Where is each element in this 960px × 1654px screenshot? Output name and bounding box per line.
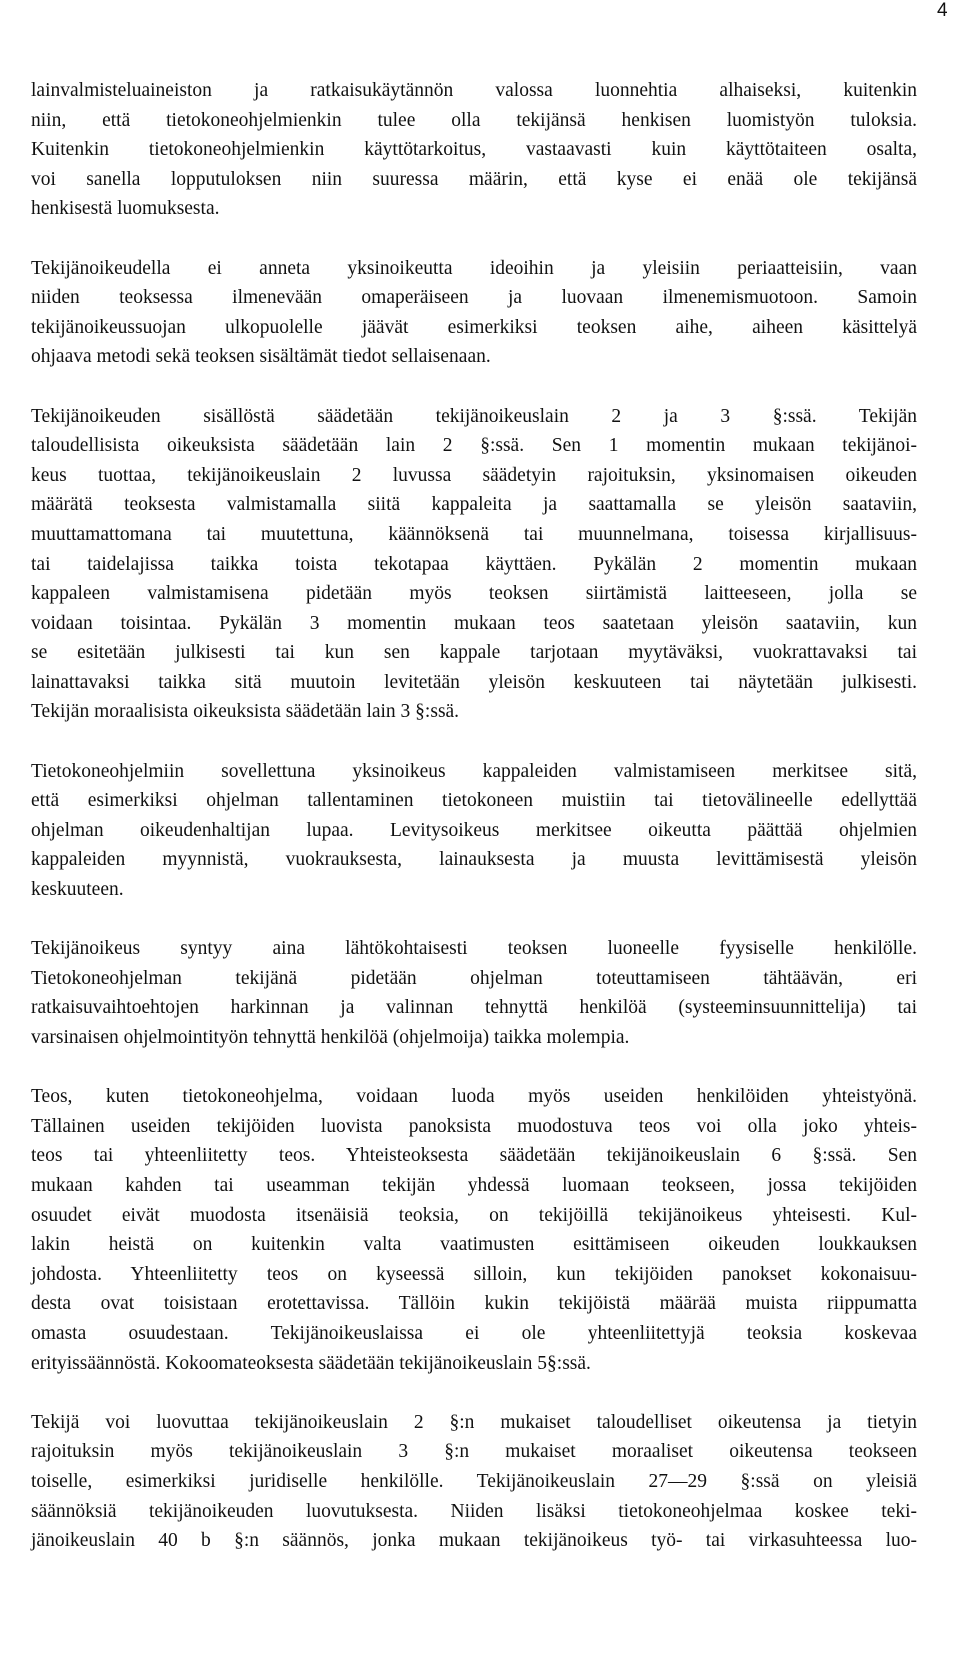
text-line: desta ovat toisistaan erotettavissa. Tällöin kukin tekijöistä määrää muista riippumatta — [31, 1293, 917, 1315]
paragraph — [31, 254, 917, 372]
text-line: niiden teoksessa ilmenevään omaperäiseen ja luovaan ilmenemismuotoon. Samoin — [31, 287, 917, 309]
text-line: Tekijän moraalisista oikeuksista säädetään lain 3 §:ssä. — [31, 701, 460, 723]
text-line: lainattavaksi taikka sitä muutoin levitetään yleisön keskuuteen tai näytetään julkisesti. — [31, 671, 917, 693]
text-line: osuudet eivät muodosta itsenäisiä teoksia, on tekijöillä tekijänoikeus yhteisesti. Kul- — [31, 1204, 917, 1226]
text-line: rajoituksin myös tekijänoikeuslain 3 §:n mukaiset moraaliset oikeutensa teokseen — [31, 1441, 917, 1463]
text-line: ohjaava metodi sekä teoksen sisältämät tiedot sellaisenaan. — [31, 346, 491, 368]
text-line: se esitetään julkisesti tai kun sen kappale tarjotaan myytäväksi, vuokrattavaksi tai — [31, 642, 917, 664]
paragraph — [31, 934, 917, 1052]
text-line: toiselle, esimerkiksi juridiselle henkilölle. Tekijänoikeuslain 27—29 §:ssä on yleisiä — [31, 1470, 917, 1492]
text-line: tai taidelajissa taikka toista tekotapaa käyttäen. Pykälän 2 momentin mukaan — [31, 553, 917, 575]
page-number: 4 — [937, 0, 948, 21]
paragraph — [31, 1082, 917, 1378]
text-line: voi sanella lopputuloksen niin suuressa määrin, että kyse ei enää ole tekijänsä — [31, 168, 917, 190]
text-line: voidaan toisintaa. Pykälän 3 momentin mukaan teos saatetaan yleisön saataviin, kun — [31, 612, 917, 634]
text-line: lakin heistä on kuitenkin valta vaatimusten esittämiseen oikeuden loukkauksen — [31, 1234, 917, 1256]
text-line: erityissäännöstä. Kokoomateoksesta säädetään tekijänoikeuslain 5§:ssä. — [31, 1352, 591, 1374]
text-line: henkisestä luomuksesta. — [31, 198, 220, 220]
text-line: omasta osuudestaan. Tekijänoikeuslaissa ei ole yhteenliitettyjä teoksia koskevaa — [31, 1322, 917, 1344]
text-line: ratkaisuvaihtoehtojen harkinnan ja valinnan tehnyttä henkilöä (systeeminsuunnittelija) tai — [31, 997, 917, 1019]
text-line: jänoikeuslain 40 b §:n säännös, jonka mukaan tekijänoikeus työ- tai virkasuhteessa luo- — [31, 1530, 917, 1552]
text-line: ohjelman oikeudenhaltijan lupaa. Levitysoikeus merkitsee oikeutta päättää ohjelmien — [31, 819, 917, 841]
text-line: Tekijänoikeus syntyy aina lähtökohtaisesti teoksen luoneelle fyysiselle henkilölle. — [31, 938, 917, 960]
text-line: Tällainen useiden tekijöiden luovista panoksista muodostuva teos voi olla joko yhteis- — [31, 1115, 917, 1137]
text-line: Tekijänoikeuden sisällöstä säädetään tekijänoikeuslain 2 ja 3 §:ssä. Tekijän — [31, 405, 917, 427]
paragraph — [31, 402, 917, 728]
text-line: mukaan kahden tai useamman tekijän yhdessä luomaan teokseen, jossa tekijöiden — [31, 1174, 917, 1196]
text-line: muuttamattomana tai muutettuna, käännöksenä tai muunnelmana, toisessa kirjallisuus- — [31, 523, 917, 545]
text-line: varsinaisen ohjelmointityön tehnyttä henkilöä (ohjelmoija) taikka molempia. — [31, 1027, 630, 1048]
text-line: että esimerkiksi ohjelman tallentaminen tietokoneen muistiin tai tietovälineelle edellyttää — [31, 790, 917, 812]
text-line: taloudellisista oikeuksista säädetään lain 2 §:ssä. Sen 1 momentin mukaan tekijänoi- — [31, 435, 917, 457]
text-line: Tietokoneohjelmiin sovellettuna yksinoikeus kappaleiden valmistamiseen merkitsee sitä, — [31, 760, 917, 782]
text-line: määrätä teoksesta valmistamalla siitä kappaleita ja saattamalla se yleisön saataviin, — [31, 494, 917, 516]
text-line: keskuuteen. — [31, 879, 124, 901]
paragraph — [31, 76, 917, 224]
text-line: kappaleiden myynnistä, vuokrauksesta, lainauksesta ja muusta levittämisestä yleisön — [31, 849, 917, 871]
paragraph — [31, 1408, 917, 1556]
text-line: kappaleen valmistamisena pidetään myös teoksen siirtämistä laitteeseen, jolla se — [31, 583, 917, 605]
text-line: Tietokoneohjelman tekijänä pidetään ohjelman toteuttamiseen tähtäävän, eri — [31, 967, 917, 989]
text-line: tekijänoikeussuojan ulkopuolelle jäävät esimerkiksi teoksen aihe, aiheen käsittelyä — [31, 316, 917, 338]
text-line: niin, että tietokoneohjelmienkin tulee olla tekijänsä henkisen luomistyön tuloksia. — [31, 109, 917, 131]
text-line: teos tai yhteenliitetty teos. Yhteisteoksesta säädetään tekijänoikeuslain 6 §:ssä. Sen — [31, 1145, 917, 1167]
text-line: Tekijä voi luovuttaa tekijänoikeuslain 2 §:n mukaiset taloudelliset oikeutensa ja tietyin — [31, 1411, 917, 1433]
text-line: Teos, kuten tietokoneohjelma, voidaan luoda myös useiden henkilöiden yhteistyönä. — [31, 1086, 917, 1108]
paragraph — [31, 757, 917, 905]
document-body — [31, 76, 917, 1585]
text-line: Tekijänoikeudella ei anneta yksinoikeutta ideoihin ja yleisiin periaatteisiin, vaan — [31, 257, 917, 279]
text-line: Kuitenkin tietokoneohjelmienkin käyttötarkoitus, vastaavasti kuin käyttötaiteen osalta, — [31, 139, 917, 161]
text-line: säännöksiä tekijänoikeuden luovutuksesta. Niiden lisäksi tietokoneohjelmaa koskee teki- — [31, 1500, 917, 1522]
text-line: keus tuottaa, tekijänoikeuslain 2 luvussa säädetyin rajoituksin, yksinomaisen oikeuden — [31, 464, 917, 486]
text-line: lainvalmisteluaineiston ja ratkaisukäytännön valossa luonnehtia alhaiseksi, kuitenkin — [31, 80, 917, 101]
text-line: johdosta. Yhteenliitetty teos on kyseessä silloin, kun tekijöiden panokset kokonaisuu- — [31, 1263, 917, 1285]
